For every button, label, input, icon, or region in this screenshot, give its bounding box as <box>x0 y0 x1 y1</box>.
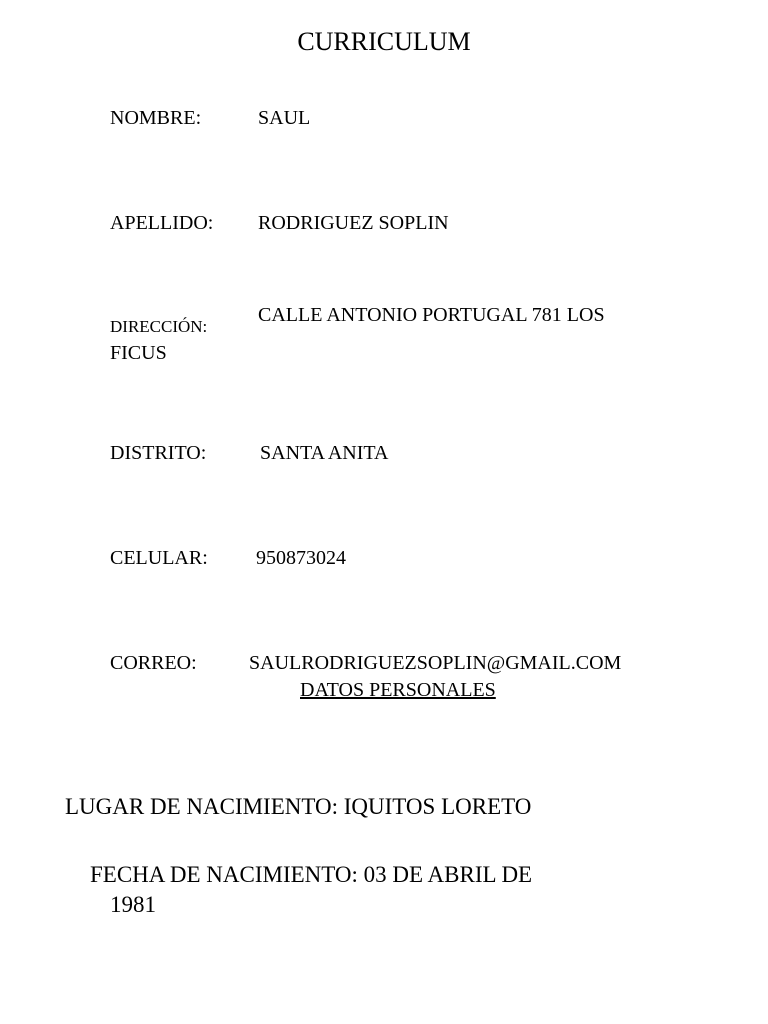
correo-value: SAULRODRIGUEZSOPLIN@GMAIL.COM <box>249 652 622 674</box>
direccion-value-continuation: FICUS <box>110 342 167 364</box>
direccion-label: DIRECCIÓN: <box>110 317 208 336</box>
section-heading-datos-personales: DATOS PERSONALES <box>300 679 496 701</box>
distrito-label: DISTRITO: <box>110 442 207 464</box>
correo-label: CORREO: <box>110 652 197 674</box>
distrito-value: SANTA ANITA <box>260 442 389 464</box>
nombre-label: NOMBRE: <box>110 107 202 129</box>
lugar-nacimiento-line: LUGAR DE NACIMIENTO: IQUITOS LORETO <box>65 794 532 819</box>
fecha-nacimiento-year: 1981 <box>110 892 156 917</box>
fecha-nacimiento-line: FECHA DE NACIMIENTO: 03 DE ABRIL DE <box>90 862 533 887</box>
nombre-value: SAUL <box>258 107 311 129</box>
document-title: CURRICULUM <box>297 27 471 56</box>
apellido-label: APELLIDO: <box>110 212 214 234</box>
direccion-value: CALLE ANTONIO PORTUGAL 781 LOS <box>258 304 605 326</box>
apellido-value: RODRIGUEZ SOPLIN <box>258 212 449 234</box>
celular-value: 950873024 <box>256 547 346 569</box>
celular-label: CELULAR: <box>110 547 208 569</box>
